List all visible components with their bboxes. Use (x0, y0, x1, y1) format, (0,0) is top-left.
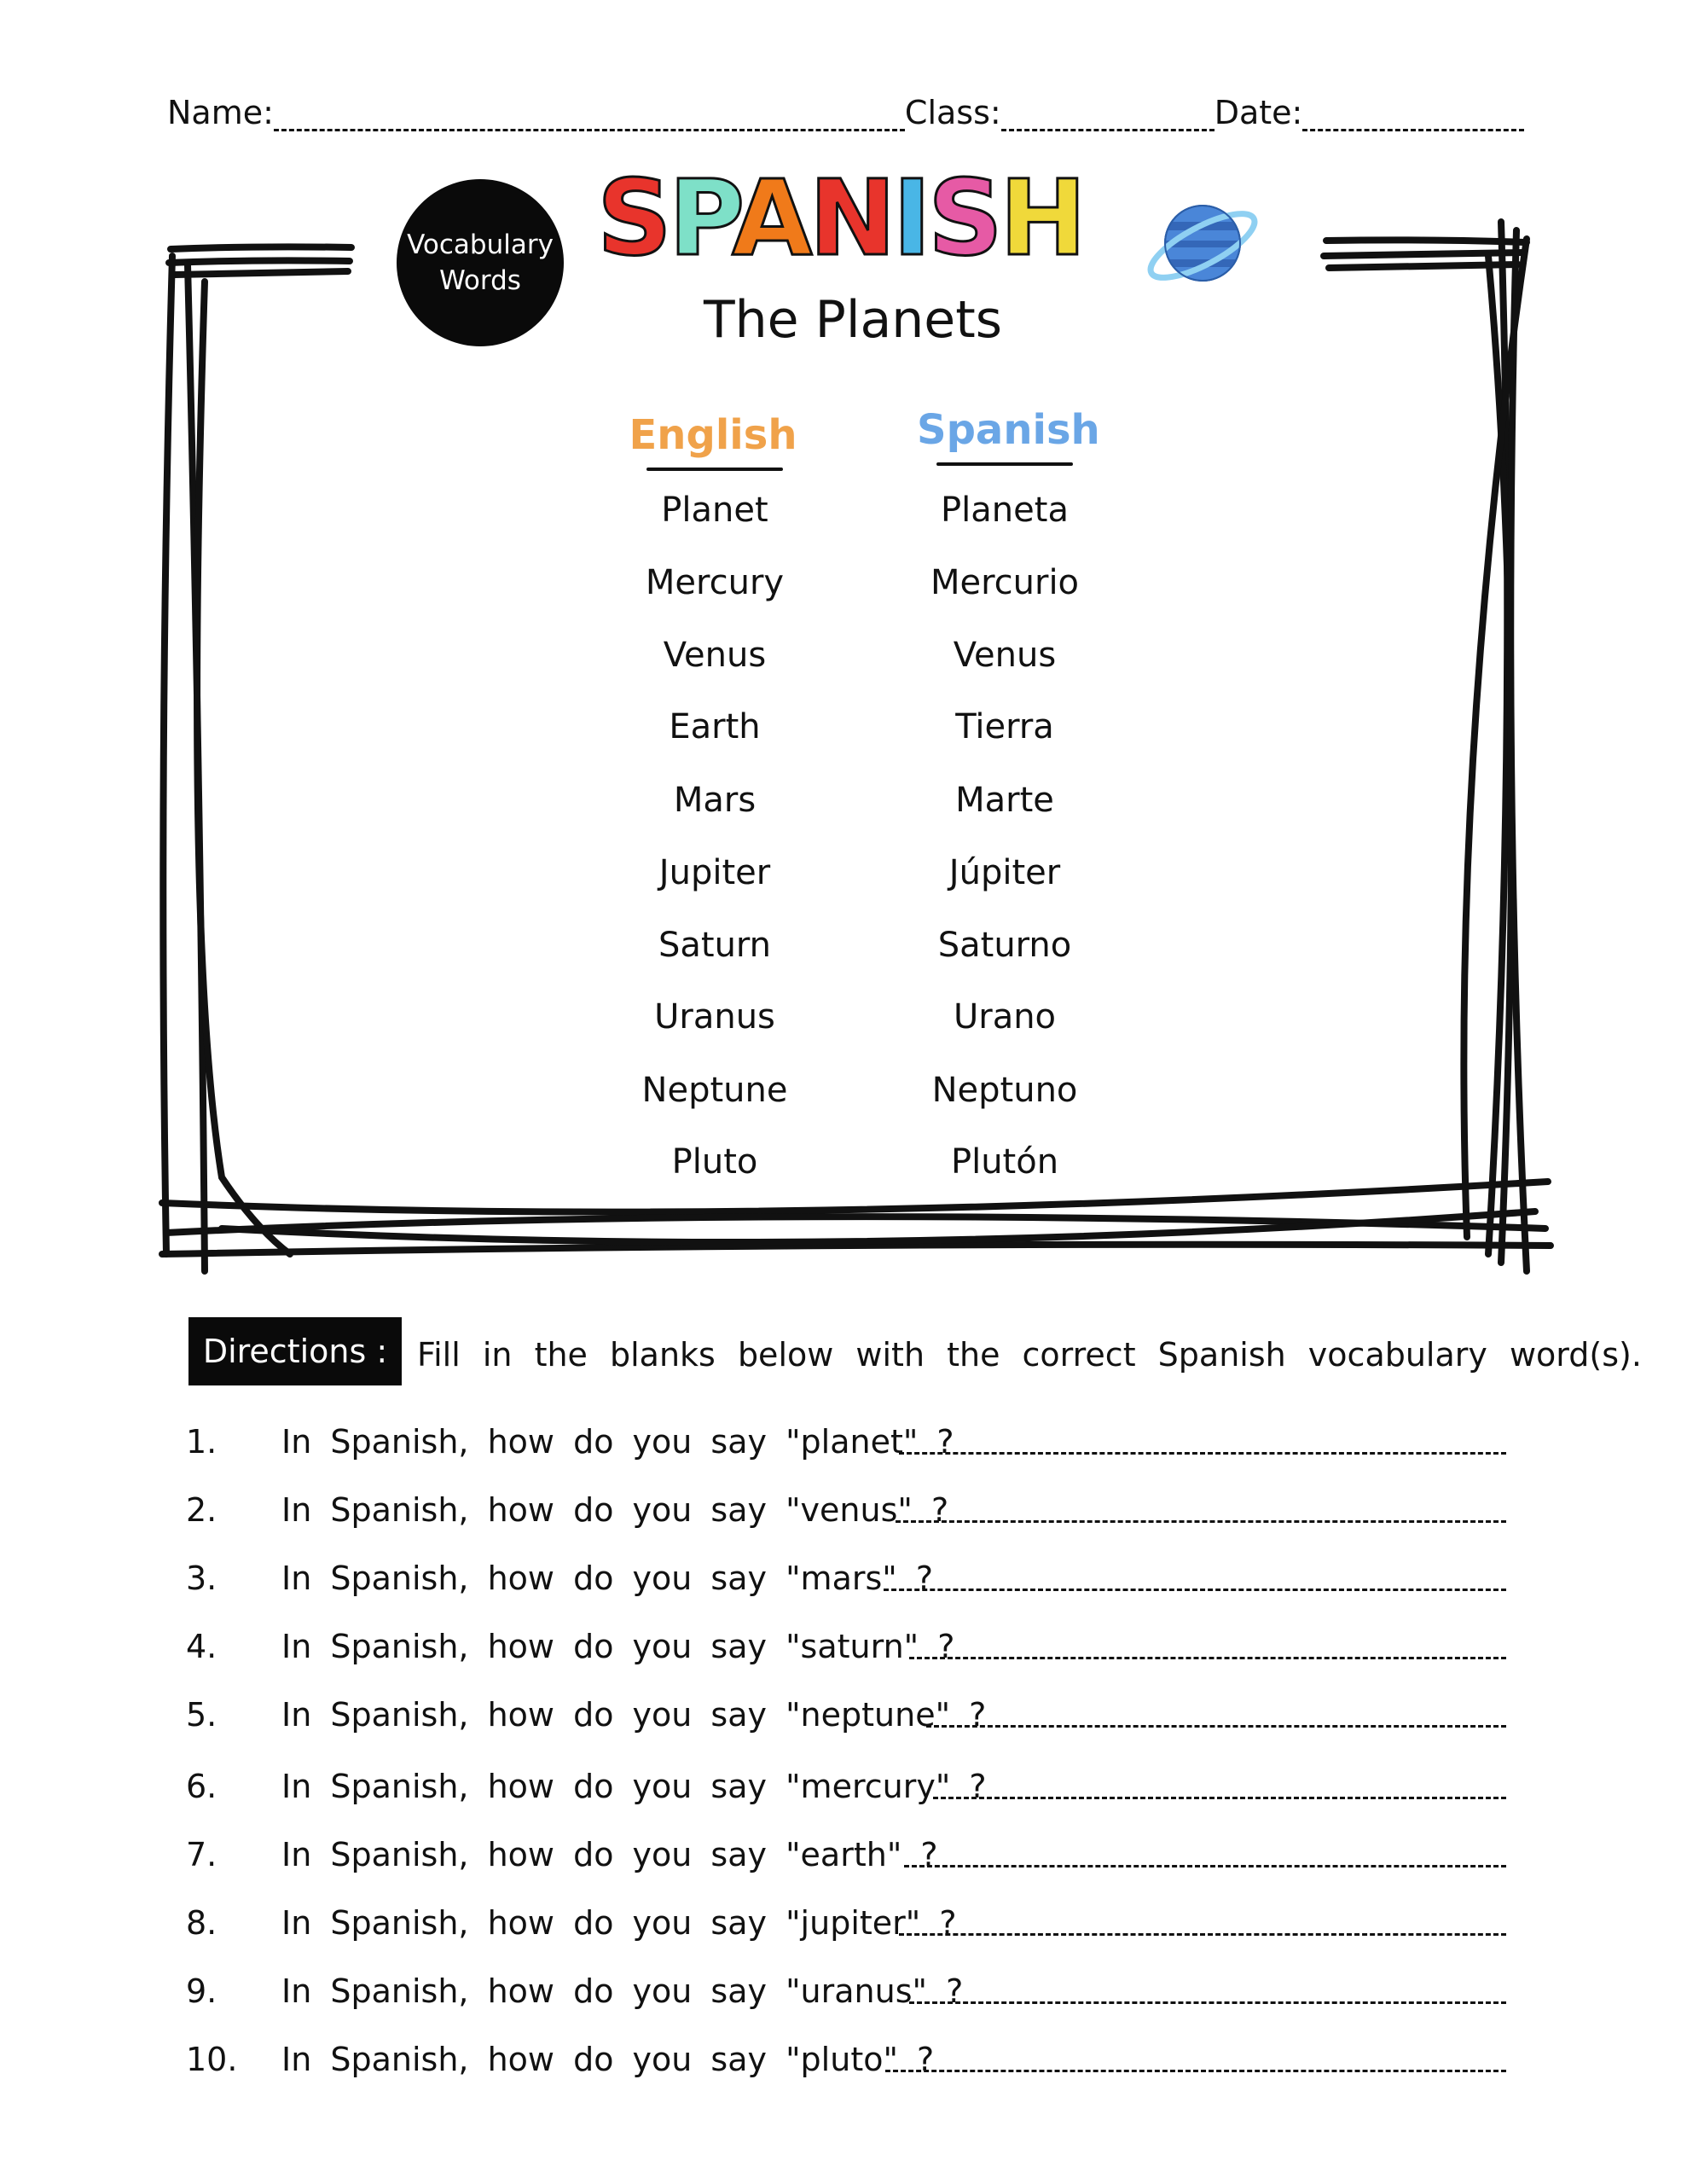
answer-blank[interactable] (899, 1452, 1506, 1455)
question-number: 1. (186, 1423, 217, 1461)
english-word: Pluto (671, 1142, 758, 1182)
answer-blank[interactable] (899, 1933, 1506, 1936)
spanish-word: Júpiter (948, 853, 1061, 892)
question-row (186, 1897, 1516, 1949)
question-row (186, 2034, 1516, 2085)
answer-blank[interactable] (926, 1725, 1506, 1728)
logo-letter: H (999, 158, 1084, 279)
english-word: Mercury (645, 563, 785, 602)
english-word: Uranus (654, 997, 775, 1037)
badge-line-2: Words (439, 265, 521, 296)
answer-blank[interactable] (896, 1520, 1506, 1523)
directions-label: Directions : (188, 1317, 402, 1385)
logo-letter: S (928, 158, 1000, 279)
question-text: In Spanish, how do you say "saturn" ? (281, 1628, 955, 1665)
question-row (186, 1829, 1516, 1880)
english-word: Planet (661, 491, 768, 530)
logo-letter: P (668, 158, 733, 279)
spanish-word: Neptuno (931, 1071, 1078, 1110)
answer-blank[interactable] (884, 1589, 1506, 1591)
spanish-word: Mercurio (930, 563, 1080, 602)
answer-blank[interactable] (885, 2070, 1506, 2072)
english-heading-underline (646, 468, 783, 471)
spanish-word: Marte (955, 781, 1054, 820)
question-text: In Spanish, how do you say "venus" ? (281, 1491, 949, 1529)
answer-blank[interactable] (909, 1657, 1506, 1659)
question-row (186, 1484, 1516, 1536)
english-word: Mars (673, 781, 757, 820)
answer-blank[interactable] (904, 1865, 1506, 1867)
question-text: In Spanish, how do you say "mercury" ? (281, 1768, 987, 1805)
date-label: Date: (1214, 94, 1303, 131)
english-word: Earth (669, 707, 761, 746)
question-text: In Spanish, how do you say "uranus" ? (281, 1972, 964, 2010)
spanish-word: Planeta (941, 491, 1069, 530)
question-text: In Spanish, how do you say "mars" ? (281, 1560, 934, 1597)
logo-letter: I (892, 158, 929, 279)
directions-text: Fill in the blanks below with the correct Spanish vocabulary word(s). (417, 1336, 1642, 1374)
question-number: 10. (186, 2041, 238, 2078)
question-number: 5. (186, 1696, 217, 1734)
question-number: 2. (186, 1491, 217, 1529)
english-word: Jupiter (658, 853, 771, 892)
question-number: 6. (186, 1768, 217, 1805)
logo-letter: N (809, 158, 893, 279)
spanish-word: Tierra (955, 707, 1054, 746)
spanish-heading-underline (936, 462, 1073, 466)
answer-blank[interactable] (933, 1797, 1506, 1799)
question-row (186, 1553, 1516, 1604)
badge-line-1: Vocabulary (407, 229, 554, 260)
logo-letter: A (732, 158, 809, 279)
question-row (186, 1761, 1516, 1812)
class-label: Class: (904, 94, 1001, 131)
spanish-word: Plutón (950, 1142, 1059, 1182)
question-text: In Spanish, how do you say "jupiter" ? (281, 1904, 957, 1942)
planet-icon (1143, 188, 1262, 299)
question-row (186, 1416, 1516, 1467)
spanish-word: Venus (953, 636, 1057, 675)
question-row (186, 1621, 1516, 1672)
question-number: 7. (186, 1836, 217, 1873)
spanish-word: Saturno (937, 926, 1072, 965)
question-row (186, 1689, 1516, 1740)
question-number: 3. (186, 1560, 217, 1597)
question-number: 4. (186, 1628, 217, 1665)
question-number: 8. (186, 1904, 217, 1942)
english-word: Saturn (658, 926, 772, 965)
english-word: Neptune (641, 1071, 788, 1110)
question-text: In Spanish, how do you say "pluto" ? (281, 2041, 935, 2078)
question-row (186, 1966, 1516, 2017)
page-title: The Planets (703, 290, 1002, 350)
spanish-logo (597, 158, 1084, 279)
question-text: In Spanish, how do you say "neptune" ? (281, 1696, 987, 1734)
question-text: In Spanish, how do you say "planet" ? (281, 1423, 954, 1461)
name-label: Name: (167, 94, 274, 131)
vocabulary-words-badge (397, 179, 564, 346)
spanish-column-heading: Spanish (917, 406, 1100, 454)
question-number: 9. (186, 1972, 217, 2010)
question-text: In Spanish, how do you say "earth" ? (281, 1836, 938, 1873)
answer-blank[interactable] (909, 2001, 1506, 2004)
spanish-word: Urano (953, 997, 1057, 1037)
english-column-heading: English (629, 411, 797, 459)
logo-letter: S (597, 158, 669, 279)
english-word: Venus (663, 636, 767, 675)
